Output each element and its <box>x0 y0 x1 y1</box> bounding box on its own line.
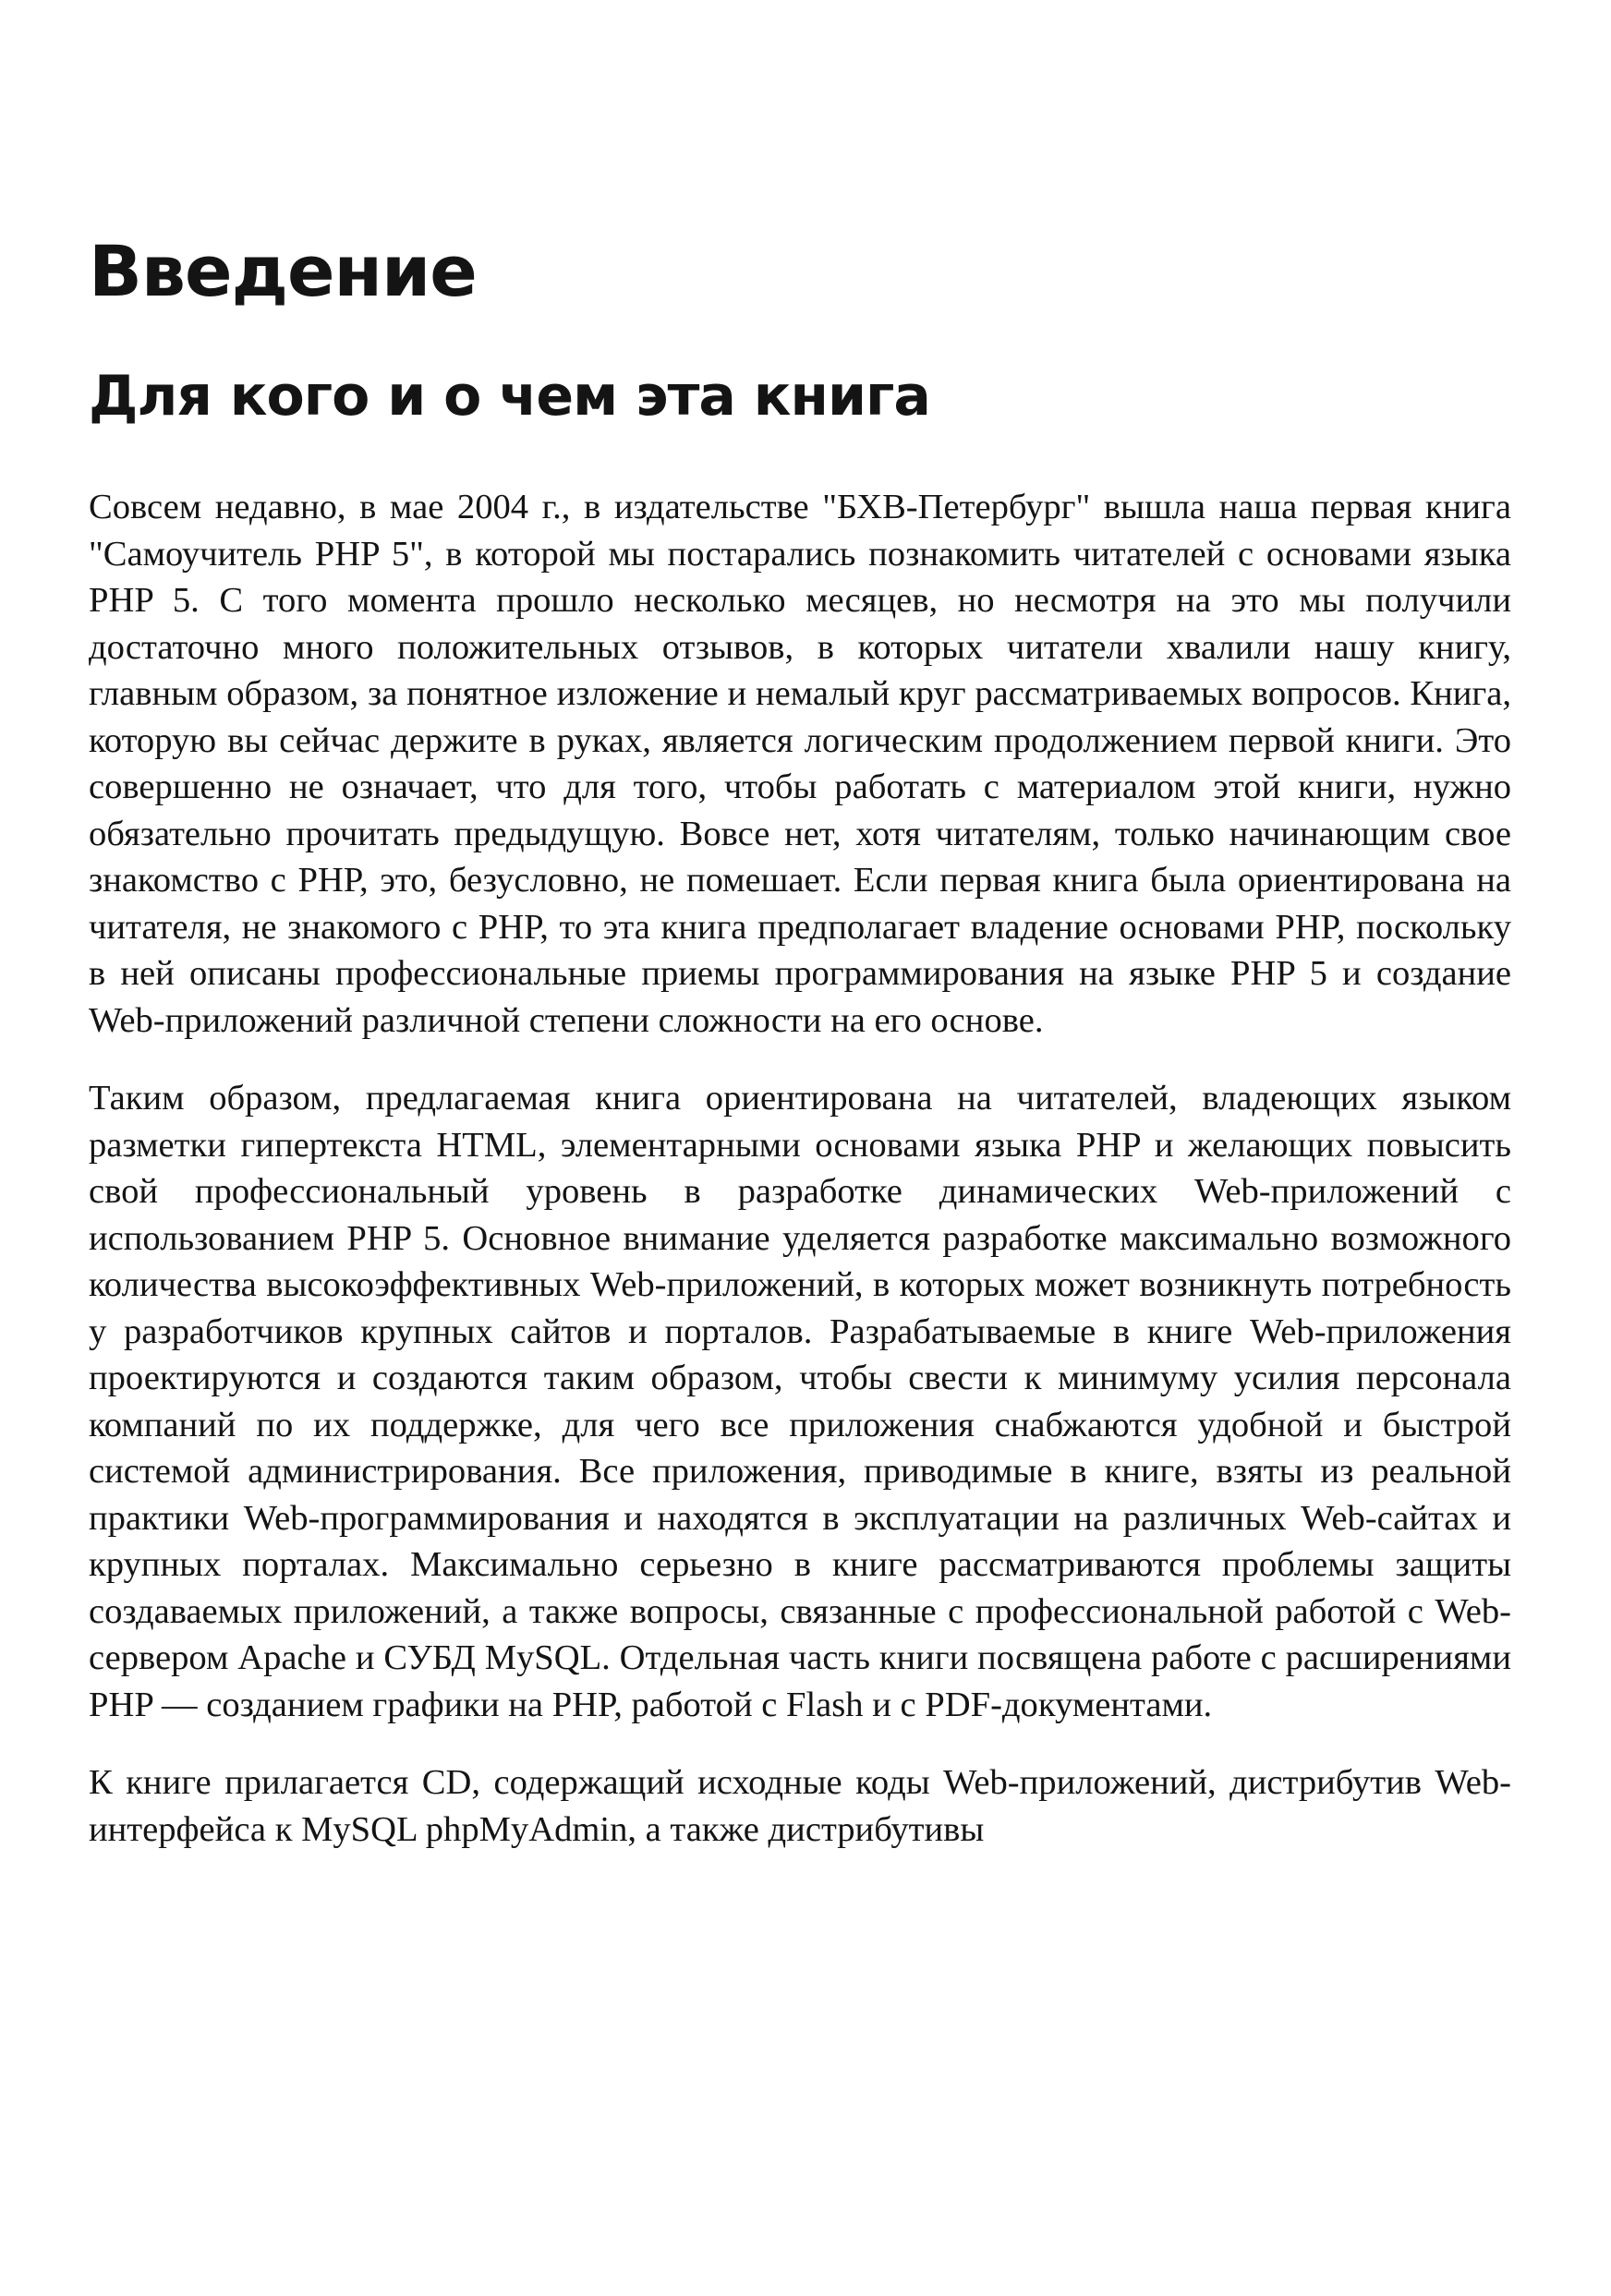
chapter-title: Введение <box>89 230 477 312</box>
body-text <box>89 484 1511 1853</box>
paragraph-cd: К книге прилагается CD, содержащий исходные коды Web-приложений, дистрибутив Web-интерфейса к MySQL phpMyAdmin, а также дистрибутивы <box>89 1763 1511 1849</box>
paragraph-audience: Таким образом, предлагаемая книга ориентирована на читателей, владеющих языком разметки гипертекста HTML, элементарными основами языка PHP и желающих повысить свой профессиональный уровень в разработке динамических Web-приложений с использованием PHP 5. Основное внимание уделяется разработке максимально возможного количества высокоэффективных Web-приложений, в которых может возникнуть потребность у разработчиков крупных сайтов и порталов. Разрабатываемые в книге Web-приложения проектируются и создаются таким образом, чтобы свести к минимуму усилия персонала компаний по их поддержке, для чего все приложения снабжаются удобной и быстрой системой администрирования. Все приложения, приводимые в книге, взяты из реальной практики Web-программирования и находятся в эксплуатации на различных Web-сайтах и крупных порталах. Максимально серьезно в книге рассматриваются проблемы защиты создаваемых приложений, а также вопросы, связанные с профессиональной работой с Web-сервером Apache и СУБД MySQL. Отдельная часть книги посвящена работе с расширениями PHP — созданием графики на PHP, работой с Flash и с PDF-документами. <box>89 1079 1511 1724</box>
section-title: Для кого и о чем эта книга <box>89 364 930 429</box>
paragraph-intro: Совсем недавно, в мае 2004 г., в издательстве "БХВ-Петербург" вышла наша первая книга "Самоучитель PHP 5", в которой мы постарались познакомить читателей с основами языка PHP 5. С того момента прошло несколько месяцев, но несмотря на это мы получили достаточно много положительных отзывов, в которых читатели хвалили нашу книгу, главным образом, за понятное изложение и немалый круг рассматриваемых вопросов. Книга, которую вы сейчас держите в руках, является логическим продолжением первой книги. Это совершенно не означает, что для того, чтобы работать с материалом этой книги, нужно обязательно прочитать предыдущую. Вовсе нет, хотя читателям, только начинающим свое знакомство с PHP, это, безусловно, не помешает. Если первая книга была ориентирована на читателя, не знакомого с PHP, то эта книга предполагает владение основами PHP, поскольку в ней описаны профессиональные приемы программирования на языке PHP 5 и создание Web-приложений различной степени сложности на его основе. <box>89 488 1511 1040</box>
